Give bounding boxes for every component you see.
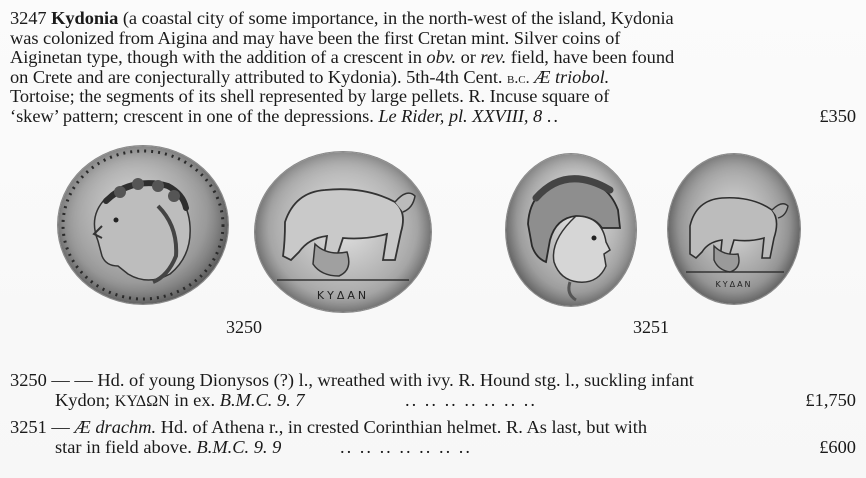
- entry-3247-line-1: [10, 9, 856, 29]
- ditto-dash: —: [51, 417, 70, 437]
- coin-3251-reverse: [668, 154, 800, 304]
- entry-text: in ex.: [174, 389, 216, 410]
- entry-number: 3247: [10, 8, 47, 28]
- reference: Le Rider, pl. XXVIII, 8: [378, 105, 543, 126]
- coin-inscription: ΚΥΔΑΝ: [316, 289, 370, 302]
- entry-3251-line-2: [10, 438, 856, 458]
- entry-text: Kydon;: [55, 389, 111, 410]
- coin-photographs: [0, 140, 866, 340]
- entry-text: Aiginetan type, though with the addition of a crescent in: [10, 47, 422, 68]
- entry-text: (a coastal city of some importance, in the north-west of the island, Kydonia: [122, 8, 674, 28]
- entry-3247-line-2: [10, 29, 856, 49]
- coin-3251-obverse: [506, 154, 636, 306]
- entry-text: Hd. of Athena r., in crested Corinthian helmet.: [160, 417, 502, 437]
- greek-legend: ΚΥΔΩΝ: [114, 392, 170, 410]
- coin-3250-reverse: [255, 152, 431, 312]
- entry-3247-line-6: [10, 107, 856, 127]
- entry-3247-line-3: [10, 48, 856, 68]
- hound-icon: [255, 152, 431, 312]
- reverse-mark: R.: [468, 86, 486, 107]
- entry-text: Tortoise; the segments of its shell represented by large pellets.: [10, 86, 464, 107]
- entry-text: ‘skew’ pattern; crescent in one of the depressions.: [10, 105, 374, 126]
- entry-3247-line-4: [10, 68, 856, 88]
- coin-3250-obverse: [58, 146, 228, 304]
- metal-denomination: Æ triobol.: [534, 66, 610, 87]
- ditto-dash: — —: [51, 370, 93, 390]
- reference: B.M.C. 9. 7: [219, 389, 305, 410]
- entry-3250-line-2: [10, 391, 856, 411]
- hound-star-icon: [668, 154, 800, 304]
- entry-3251-line-1: [10, 418, 856, 438]
- entry-text: field, have been found: [510, 47, 675, 68]
- or-text: or: [460, 47, 476, 68]
- coin-label-3251: 3251: [633, 317, 669, 337]
- entry-text: Hound stg. l., suckling infant: [479, 370, 694, 390]
- metal-denomination: Æ drachm.: [74, 417, 157, 437]
- leader-dots: .. .. .. .. .. .. ..: [340, 436, 472, 457]
- reverse-abbrev: rev.: [480, 47, 507, 68]
- entry-3247: [10, 9, 856, 127]
- entry-number: 3250: [10, 370, 47, 390]
- entry-3247-line-5: [10, 87, 856, 107]
- athena-head-icon: [506, 154, 636, 306]
- leader-dots: ..: [546, 105, 560, 126]
- price: £600: [819, 436, 856, 457]
- entry-title: Kydonia: [51, 8, 119, 28]
- entry-text: star in field above.: [55, 436, 192, 457]
- leader-dots: .. .. .. .. .. .. ..: [405, 389, 537, 410]
- reverse-mark: R.: [506, 417, 523, 437]
- coin-inscription: ΚΥΔΑΝ: [715, 280, 753, 289]
- entry-text: Incuse square of: [489, 86, 610, 107]
- entry-text: on Crete and are conjecturally attributed to Kydonia). 5th-4th Cent.: [10, 66, 503, 87]
- entry-3251: [10, 418, 856, 457]
- obverse-abbrev: obv.: [426, 47, 457, 68]
- entry-3250-line-1: [10, 371, 856, 391]
- price: £1,750: [805, 389, 856, 410]
- entry-3250: [10, 371, 856, 410]
- reference: B.M.C. 9. 9: [196, 436, 282, 457]
- entry-number: 3251: [10, 417, 47, 437]
- dionysos-head-icon: [58, 146, 228, 304]
- entry-text: was colonized from Aigina and may have been the first Cretan mint. Silver coins of: [10, 27, 621, 48]
- price: £350: [819, 105, 856, 126]
- entry-text: As last, but with: [526, 417, 648, 437]
- bc-abbrev: b.c.: [507, 69, 530, 87]
- reverse-mark: R.: [458, 370, 476, 390]
- coin-label-3250: 3250: [226, 317, 262, 337]
- entry-text: Hd. of young Dionysos (?) l., wreathed with ivy.: [97, 370, 454, 390]
